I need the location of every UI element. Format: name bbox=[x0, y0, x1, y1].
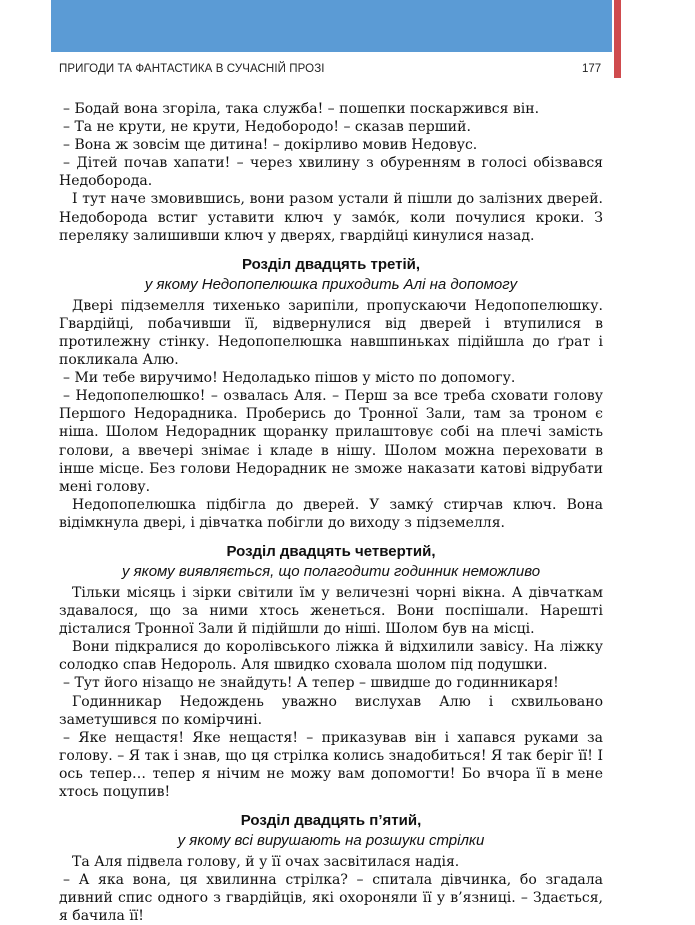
section-title: Розділ двадцять третій, bbox=[241, 255, 421, 273]
paragraph: – Дітей почав хапати! – через хвилину з обуренням в голосі обізвався Недоборода. bbox=[59, 155, 603, 190]
paragraph: Недопопелюшка підбігла до дверей. У замку́ стирчав ключ. Вона відімкнула двері, і дівчатка побігли до виходу з підземелля. bbox=[59, 496, 603, 531]
paragraph: – Тут його нізащо не знайдуть! А тепер – швидше до годинникаря! bbox=[63, 675, 559, 692]
header-accent-bar bbox=[614, 0, 621, 78]
paragraph: – Ми тебе виручимо! Недоладько пішов у місто по допомогу. bbox=[63, 370, 516, 387]
section-subtitle: у якому виявляється, що полагодити годинник неможливо bbox=[121, 562, 541, 580]
paragraph: Годинникар Недождень уважно вислухав Алю і схвильовано заметушився по комірчині. bbox=[59, 693, 603, 728]
paragraph: – А яка вона, ця хвилинна стрілка? – спитала дівчинка, бо згадала дивний спис одного з гвардійців, які охороняли її у в’язниці. – Здається, я бачила її! bbox=[59, 872, 603, 925]
section-title: Розділ двадцять четвертий, bbox=[226, 542, 436, 560]
paragraph: Та Аля підвела голову, й у її очах засвітилася надія. bbox=[72, 854, 460, 871]
paragraph: – Та не крути, не крути, Недобородо! – сказав перший. bbox=[63, 119, 471, 136]
section-subtitle: у якому всі вирушають на розшуки стрілки bbox=[177, 832, 485, 850]
running-title: ПРИГОДИ ТА ФАНТАСТИКА В СУЧАСНІЙ ПРОЗІ bbox=[59, 63, 325, 75]
paragraph: Двері підземелля тихенько зарипіли, пропускаючи Недопопелюшку. Гвардійці, побачивши її, відвернулися від дверей і втупилися в протилежну стінку. Недопопелюшка навшпиньках підійшла до ґрат і покликала Алю. bbox=[59, 297, 603, 369]
paragraph: – Бодай вона згоріла, така служба! – пошепки поскаржився він. bbox=[63, 101, 540, 117]
paragraph: – Вона ж зовсім ще дитина! – докірливо мовив Недовус. bbox=[63, 137, 478, 154]
paragraph: Вони підкралися до королівського ліжка й відхилили завісу. На ліжку солодко спав Недороль. Аля швидко сховала шолом під подушки. bbox=[59, 639, 603, 674]
paragraph: І тут наче змовившись, вони разом устали й пішли до залізних дверей. Недоборода встиг уставити ключ у замо́к, коли почулися кроки. З переляку залишивши ключ у дверях, гвардійці кинулися назад. bbox=[59, 191, 603, 244]
page-body bbox=[59, 100, 603, 925]
paragraph: Тільки місяць і зірки світили їм у величезні чорні вікна. А дівчаткам здавалося, що за ними хтось женеться. Вони поспішали. Нарешті дісталися Тронної Зали й підійшли до ніші. Шолом був на місці. bbox=[59, 584, 603, 638]
paragraph: – Яке нещастя! Яке нещастя! – приказував він і хапався руками за голову. – Я так і знав, що ця стрілка колись знадобиться! Я так беріг її! І ось тепер… тепер я нічим не можу вам допомогти! Бо вчора її в мене хтось поцупив! bbox=[59, 729, 603, 800]
section-title: Розділ двадцять п’ятий, bbox=[240, 812, 422, 830]
header-color-bar bbox=[51, 0, 612, 52]
page-number: 177 bbox=[582, 63, 602, 75]
section-subtitle: у якому Недопопелюшка приходить Алі на допомогу bbox=[144, 275, 518, 293]
paragraph: – Недопопелюшко! – озвалась Аля. – Перш за все треба сховати голову Першого Недорадника. Проберись до Тронної Зали, там за троном є ніша. Шолом Недорадник щоранку прилаштовує собі на плечі замість голови, а ввечері знімає і кладе в нішу. Шолом можна переховати в інше місце. Без голови Недорадник не зможе наказати катові відрубати мені голову. bbox=[59, 388, 603, 495]
